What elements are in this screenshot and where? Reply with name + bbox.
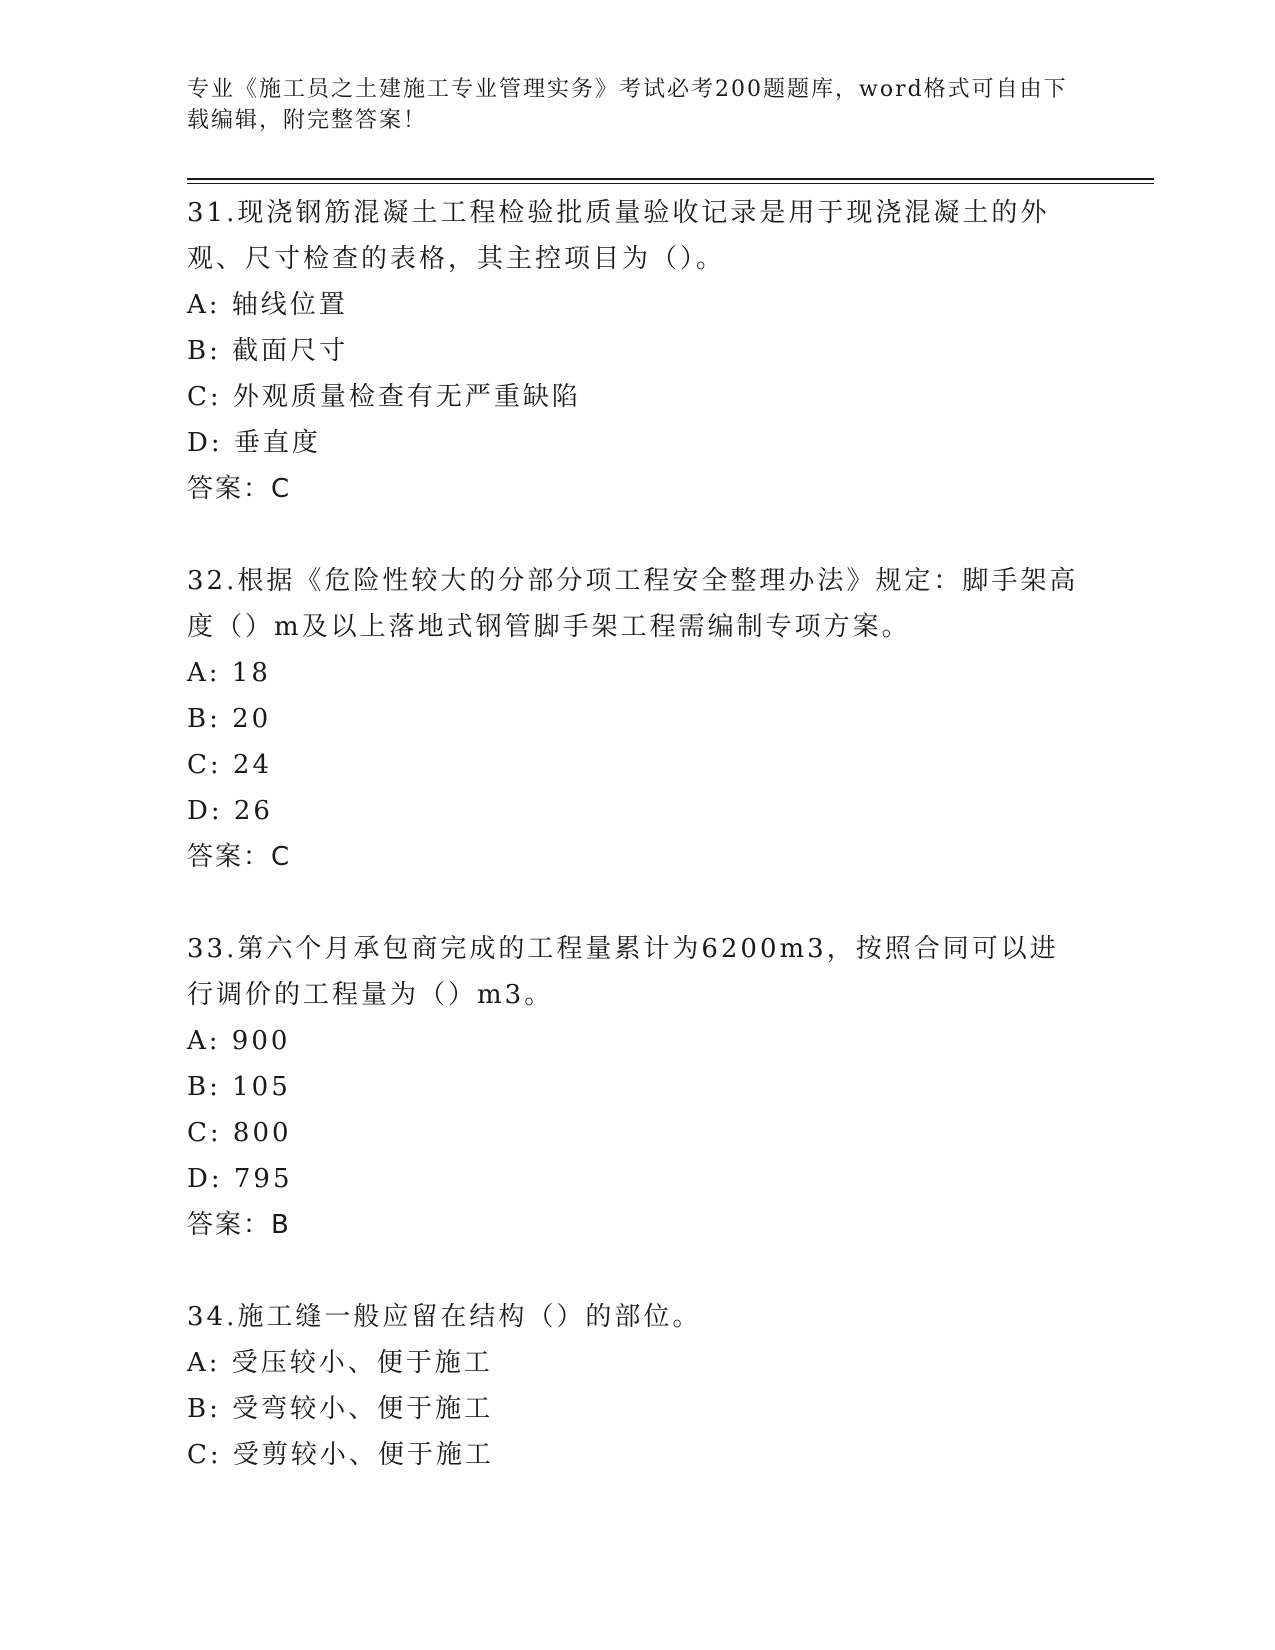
question-stem: 32.根据《危险性较大的分部分项工程安全整理办法》规定：脚手架高度（）m及以上落地式钢管脚手架工程需编制专项方案。 xyxy=(187,566,1079,642)
header-divider-thick xyxy=(187,178,1154,180)
option-b: B: 105 xyxy=(187,1072,291,1102)
question-stem: 34.施工缝一般应留在结构（）的部位。 xyxy=(187,1302,702,1332)
option-b: B: 受弯较小、便于施工 xyxy=(187,1394,494,1424)
answer-line: 答案：B xyxy=(187,1210,291,1240)
question-33 xyxy=(187,926,1087,1248)
question-stem: 33.第六个月承包商完成的工程量累计为6200m3，按照合同可以进行调价的工程量为（）m3。 xyxy=(187,934,1059,1010)
question-34 xyxy=(187,1294,1087,1478)
header-divider-thin xyxy=(187,183,1154,184)
option-c: C: 24 xyxy=(187,750,273,780)
option-b: B: 20 xyxy=(187,704,272,734)
option-a: A: 受压较小、便于施工 xyxy=(187,1348,493,1378)
answer-line: 答案：C xyxy=(187,474,292,504)
option-b: B: 截面尺寸 xyxy=(187,336,349,366)
option-a: A: 18 xyxy=(187,658,271,688)
option-d: D: 795 xyxy=(187,1164,293,1194)
option-a: A: 900 xyxy=(187,1026,291,1056)
option-a: A: 轴线位置 xyxy=(187,290,348,320)
document-header: 专业《施工员之土建施工专业管理实务》考试必考200题题库，word格式可自由下载编辑，附完整答案！ xyxy=(187,77,1068,133)
option-d: D: 26 xyxy=(187,796,273,826)
answer-line: 答案：C xyxy=(187,842,292,872)
question-list xyxy=(187,190,1087,1524)
question-stem: 31.现浇钢筋混凝土工程检验批质量验收记录是用于现浇混凝土的外观、尺寸检查的表格，其主控项目为（）。 xyxy=(187,198,1050,274)
option-c: C: 800 xyxy=(187,1118,292,1148)
option-d: D: 垂直度 xyxy=(187,428,321,458)
option-c: C: 受剪较小、便于施工 xyxy=(187,1440,494,1470)
question-32 xyxy=(187,558,1087,880)
question-31 xyxy=(187,190,1087,512)
option-c: C: 外观质量检查有无严重缺陷 xyxy=(187,382,581,412)
